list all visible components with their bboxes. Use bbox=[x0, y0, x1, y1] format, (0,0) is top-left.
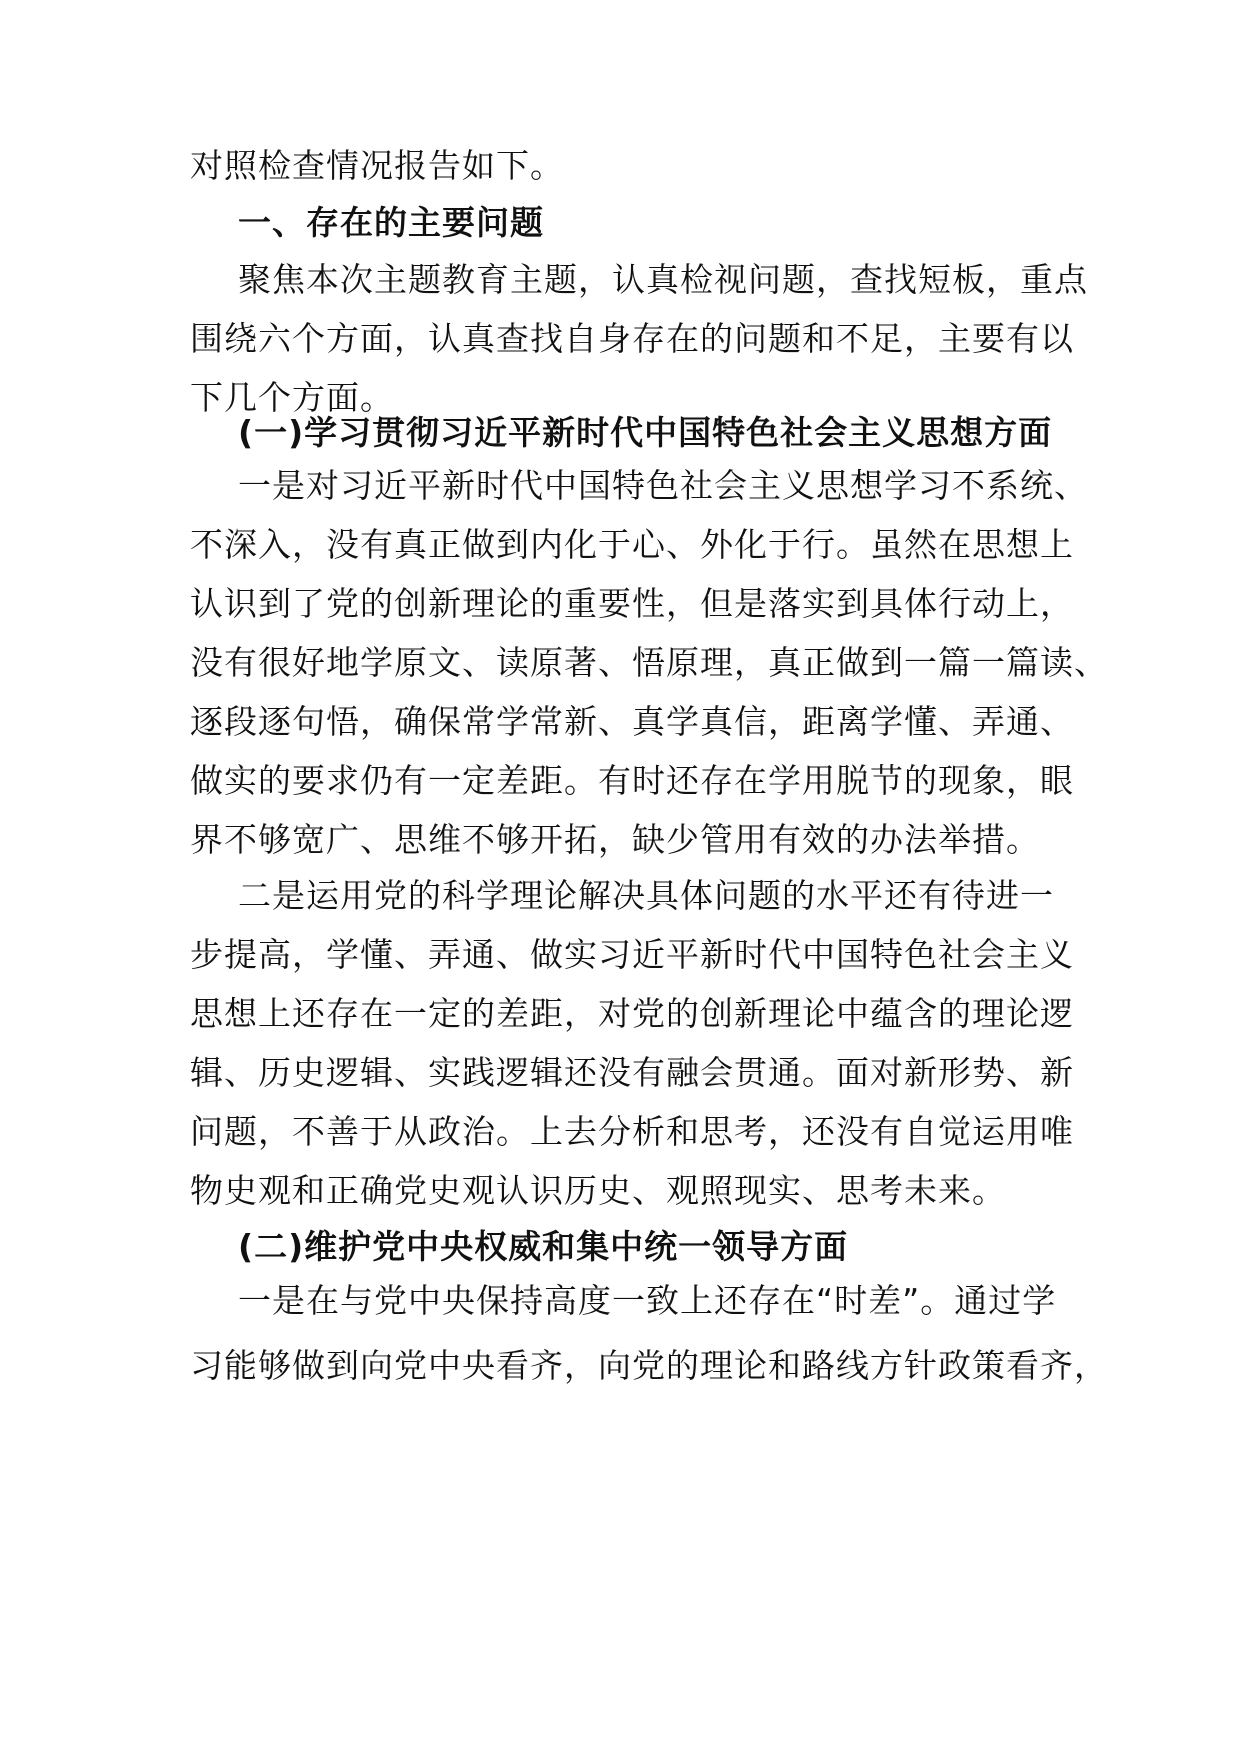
paragraph-line: 不深入，没有真正做到内化于心、外化于行。虽然在思想上 bbox=[190, 525, 1074, 564]
paragraph-line: 做实的要求仍有一定差距。有时还存在学用脱节的现象，眼 bbox=[190, 761, 1074, 800]
heading-subsection-two: (二)维护党中央权威和集中统一领导方面 bbox=[238, 1227, 849, 1266]
heading-main-problems: 一、存在的主要问题 bbox=[238, 203, 544, 242]
report-intro bbox=[190, 136, 1070, 195]
paragraph-line: 一是在与党中央保持高度一致上还存在“时差”。通过学 bbox=[238, 1281, 1057, 1320]
paragraph-point-two bbox=[190, 866, 1074, 1220]
paragraph-line: 辑、历史逻辑、实践逻辑还没有融会贯通。面对新形势、新 bbox=[190, 1053, 1074, 1092]
paragraph-line: 问题，不善于从政治。上去分析和思考，还没有自觉运用唯 bbox=[190, 1112, 1074, 1151]
paragraph-line: 围绕六个方面，认真查找自身存在的问题和不足，主要有以 bbox=[190, 319, 1074, 358]
section-heading-1 bbox=[190, 193, 1070, 252]
paragraph-point-three bbox=[190, 1271, 1108, 1395]
paragraph-line: 逐段逐句悟，确保常学常新、真学真信，距离学懂、弄通、 bbox=[190, 702, 1074, 741]
paragraph-line: 没有很好地学原文、读原著、悟原理，真正做到一篇一篇读、 bbox=[190, 643, 1108, 682]
paragraph-line: 步提高，学懂、弄通、做实习近平新时代中国特色社会主义 bbox=[190, 935, 1074, 974]
paragraph-line: 认识到了党的创新理论的重要性，但是落实到具体行动上， bbox=[190, 584, 1074, 623]
subsection-heading-2 bbox=[190, 1217, 1070, 1276]
paragraph-intro-focus bbox=[190, 250, 1088, 427]
paragraph-line: 物史观和正确党史观认识历史、观照现实、思考未来。 bbox=[190, 1171, 1006, 1210]
paragraph-line: 思想上还存在一定的差距，对党的创新理论中蕴含的理论逻 bbox=[190, 994, 1074, 1033]
paragraph-line: 对照检查情况报告如下。 bbox=[190, 146, 564, 185]
paragraph-line: 界不够宽广、思维不够开拓，缺少管用有效的办法举措。 bbox=[190, 820, 1040, 859]
paragraph-line: 聚焦本次主题教育主题，认真检视问题，查找短板，重点 bbox=[238, 260, 1088, 299]
paragraph-line: 下几个方面。 bbox=[190, 378, 394, 417]
paragraph-point-one bbox=[190, 456, 1108, 869]
paragraph-line: 二是运用党的科学理论解决具体问题的水平还有待进一 bbox=[238, 876, 1054, 915]
paragraph-line: 习能够做到向党中央看齐，向党的理论和路线方针政策看齐， bbox=[190, 1346, 1108, 1385]
heading-subsection-one: (一)学习贯彻习近平新时代中国特色社会主义思想方面 bbox=[238, 413, 1053, 452]
paragraph-line: 一是对习近平新时代中国特色社会主义思想学习不系统、 bbox=[238, 466, 1088, 505]
subsection-heading-1 bbox=[190, 403, 1070, 462]
